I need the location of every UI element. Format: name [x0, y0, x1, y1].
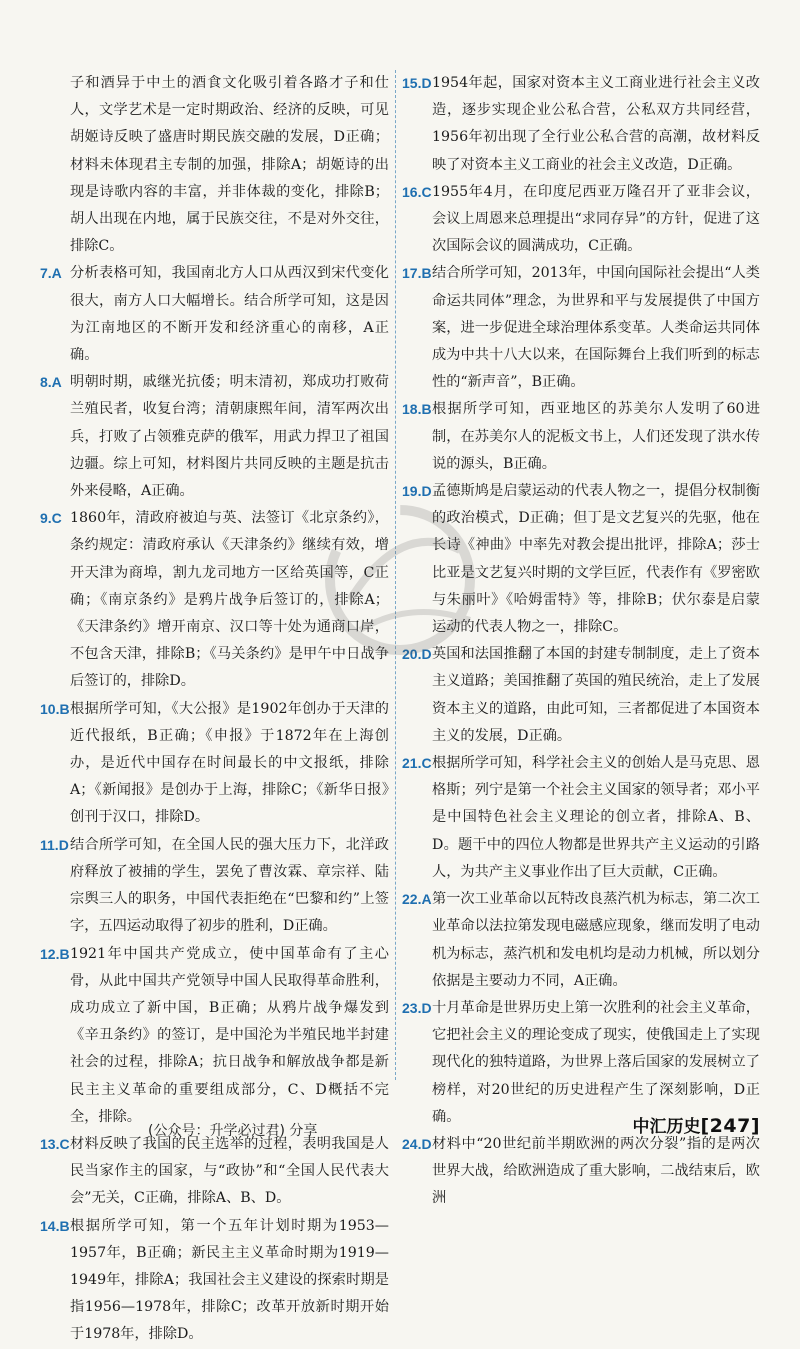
page-number: [247]: [700, 1115, 760, 1137]
right-column: [402, 70, 760, 1213]
answer-number: 16.C: [402, 183, 432, 200]
answer-text: 1921年中国共产党成立，使中国革命有了主心骨，从此中国共产党领导中国人民取得革命胜利，成功成立了新中国，B正确；从鸦片战争爆发到《辛丑条约》的签订，是中国沦为半殖民地半封建社会的过程，排除A；抗日战争和解放战争都是新民主主义革命的重要组成部分，C、D概括不完全，排除。: [70, 945, 389, 1125]
answer-text: 根据所学可知，西亚地区的苏美尔人发明了60进制，在苏美尔人的泥板文书上，人们还发现了洪水传说的源头，B正确。: [432, 401, 760, 472]
answer-text: 1954年起，国家对资本主义工商业进行社会主义改造，逐步实现企业公私合营，公私双方共同经营，1956年初出现了全行业公私合营的高潮，故材料反映了对资本主义工商业的社会主义改造，D正确。: [432, 75, 760, 173]
answer-item: [40, 70, 389, 260]
answer-number: 24.D: [402, 1135, 432, 1152]
answer-text: 十月革命是世界历史上第一次胜利的社会主义革命，它把社会主义的理论变成了现实，使俄国走上了实现现代化的独特道路，为世界上落后国家的发展树立了榜样，对20世纪的历史进程产生了深刻影响，D正确。: [432, 999, 760, 1125]
answer-text: 根据所学可知，科学社会主义的创始人是马克思、恩格斯；列宁是第一个社会主义国家的领导者；邓小平是中国特色社会主义理论的创立者，排除A、B、D。题干中的四位人物都是世界共产主义运动的引路人，为共产主义事业作出了巨大贡献，C正确。: [432, 755, 760, 880]
left-column: [40, 70, 389, 1349]
answer-number: 15.D: [402, 75, 432, 91]
answer-number: 17.B: [402, 265, 432, 282]
answer-item: [402, 70, 760, 179]
footer-share-text: (公众号：升学必过君) 分享: [148, 1123, 318, 1139]
answer-text: 1955年4月，在印度尼西亚万隆召开了亚非会议，会议上周恩来总理提出“求同存异”的方针，促进了这次国际会议的圆满成功，C正确。: [432, 183, 760, 255]
answer-item: [402, 179, 760, 261]
answer-number: 21.C: [402, 755, 432, 772]
answer-item: [40, 260, 389, 369]
answer-text: 根据所学可知，《大公报》是1902年创办于天津的近代报纸，B正确；《申报》于1872年在上海创办，是近代中国存在时间最长的中文报纸，排除A；《新闻报》是创办于上海，排除C；《新华日报》创刊于汉口，排除D。: [70, 700, 389, 826]
answer-number: 8.A: [40, 374, 62, 391]
answer-text: 结合所学可知，2013年，中国向国际社会提出“人类命运共同体”理念，为世界和平与发展提供了中国方案，进一步促进全球治理体系变革。人类命运共同体成为中共十八大以来，在国际舞台上我们听到的标志性的“新声音”，B正确。: [432, 265, 760, 391]
answer-item: [40, 369, 389, 505]
answer-number: 20.D: [402, 646, 432, 663]
column-divider: [395, 70, 396, 1080]
brand-name: 中汇历史: [632, 1117, 701, 1137]
answer-text: 材料反映了我国的民主选举的过程，表明我国是人民当家作主的国家，与“政协”和“全国人民代表大会”无关，C正确，排除A、B、D。: [70, 1135, 389, 1207]
answer-number: 11.D: [40, 836, 69, 853]
answer-number: 18.B: [402, 401, 432, 418]
answer-item: [402, 396, 760, 478]
answer-text: 孟德斯鸠是启蒙运动的代表人物之一，提倡分权制衡的政治模式，D正确；但丁是文艺复兴的先驱，他在长诗《神曲》中率先对教会提出批评，排除A；莎士比亚是文艺复兴时期的文学巨匠，代表作有《罗密欧与朱丽叶》《哈姆雷特》等，排除B；伏尔泰是启蒙运动的代表人物之一，排除C。: [432, 483, 760, 636]
answer-number: 9.C: [40, 510, 62, 527]
answer-item: [40, 1131, 389, 1213]
answer-number: 22.A: [402, 891, 432, 908]
answer-item: [40, 1213, 389, 1349]
answer-item: [40, 505, 389, 695]
answer-number: 12.B: [40, 945, 70, 962]
answer-text: 第一次工业革命以瓦特改良蒸汽机为标志，第二次工业革命以法拉第发现电磁感应现象，继而发明了电动机为标志，蒸汽机和发电机均是动力机械，所以划分依据是主要动力不同，A正确。: [432, 891, 760, 989]
answer-number: 19.D: [402, 483, 432, 500]
answer-number: 14.B: [40, 1217, 70, 1234]
answer-item: [402, 478, 760, 641]
answer-text: 根据所学可知，第一个五年计划时期为1953—1957年，B正确；新民主主义革命时期为1919—1949年，排除A；我国社会主义建设的探索时期是指1956—1978年，排除C；改革开放新时期开始于1978年，排除D。: [70, 1217, 389, 1343]
answer-item: [40, 941, 389, 1131]
answer-number: 13.C: [40, 1135, 70, 1152]
answer-text: 1860年，清政府被迫与英、法签订《北京条约》，条约规定：清政府承认《天津条约》继续有效，增开天津为商埠，割九龙司地方一区给英国等，C正确；《南京条约》是鸦片战争后签订的，排除A；《天津条约》增开南京、汉口等十处为通商口岸，不包含天津，排除B；《马关条约》是甲午中日战争后签订的，排除D。: [70, 510, 389, 690]
answer-number: 10.B: [40, 700, 70, 717]
footer-brand: [632, 1112, 760, 1137]
answer-number: 7.A: [40, 265, 62, 282]
answer-text: 明朝时期，戚继光抗倭；明末清初，郑成功打败荷兰殖民者，收复台湾；清朝康熙年间，清军两次出兵，打败了占领雅克萨的俄军，用武力捍卫了祖国边疆。综上可知，材料图片共同反映的主题是抗击外来侵略，A正确。: [70, 374, 389, 500]
answer-item: [402, 995, 760, 1131]
answer-text: 材料中“20世纪前半期欧洲的两次分裂”指的是两次世界大战，给欧洲造成了重大影响，二战结束后，欧洲: [432, 1135, 760, 1207]
answer-item: [40, 696, 389, 832]
answer-text: 英国和法国推翻了本国的封建专制制度，走上了资本主义道路；美国推翻了英国的殖民统治，走上了发展资本主义的道路，由此可知，三者都促进了本国资本主义的发展，D正确。: [432, 646, 760, 744]
answer-item: [402, 641, 760, 750]
answer-item: [402, 886, 760, 995]
answer-item: [402, 750, 760, 886]
answer-item: [402, 260, 760, 396]
answer-text: 结合所学可知，在全国人民的强大压力下，北洋政府释放了被捕的学生，罢免了曹汝霖、章宗祥、陆宗舆三人的职务，中国代表拒绝在“巴黎和约”上签字，五四运动取得了初步的胜利，D正确。: [70, 836, 389, 935]
answer-item: [402, 1131, 760, 1213]
answer-text: 分析表格可知，我国南北方人口从西汉到宋代变化很大，南方人口大幅增长。结合所学可知，这是因为江南地区的不断开发和经济重心的南移，A正确。: [70, 265, 389, 364]
answer-item: [40, 832, 389, 941]
answer-number: 23.D: [402, 999, 432, 1016]
answer-text: 子和酒异于中土的酒食文化吸引着各路才子和仕人，文学艺术是一定时期政治、经济的反映，可见胡姬诗反映了盛唐时期民族交融的发展，D正确；材料未体现君主专制的加强，排除A；胡姬诗的出现是诗歌内容的丰富，并非体裁的变化，排除B；胡人出现在内地，属于民族交往，不是对外交往，排除C。: [70, 75, 389, 255]
